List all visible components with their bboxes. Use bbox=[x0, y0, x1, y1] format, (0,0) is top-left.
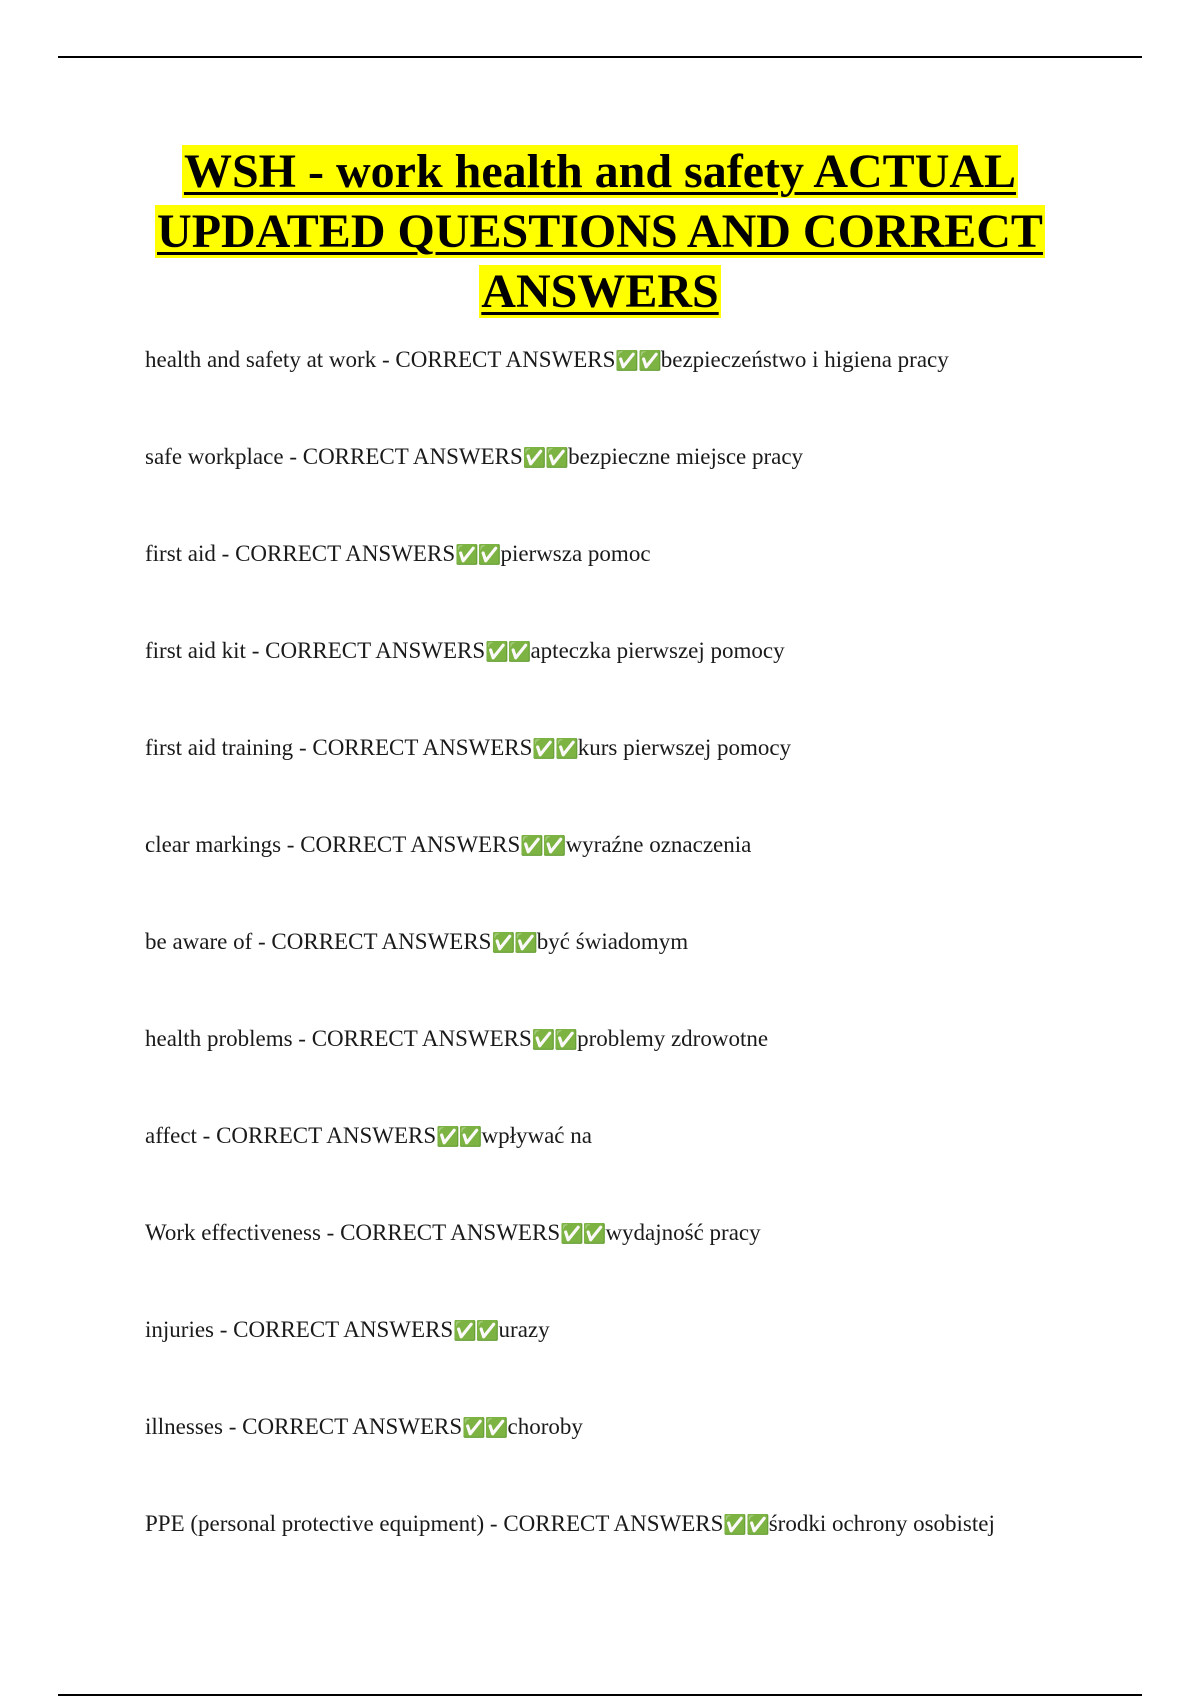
qa-term: affect bbox=[145, 1123, 197, 1148]
double-check-icon: ✅✅ bbox=[455, 544, 501, 566]
qa-separator: - CORRECT ANSWERS bbox=[281, 832, 521, 857]
qa-answer: wpływać na bbox=[481, 1123, 592, 1148]
double-check-icon: ✅✅ bbox=[453, 1320, 499, 1342]
qa-separator: - CORRECT ANSWERS bbox=[222, 1414, 463, 1439]
qa-item bbox=[145, 345, 1145, 442]
qa-separator: - CORRECT ANSWERS bbox=[376, 347, 616, 372]
qa-term: health and safety at work bbox=[145, 347, 377, 372]
qa-separator: - CORRECT ANSWERS bbox=[484, 1511, 724, 1536]
qa-answer: choroby bbox=[507, 1414, 583, 1439]
qa-item bbox=[145, 1412, 1145, 1509]
qa-separator: - CORRECT ANSWERS bbox=[215, 541, 456, 566]
qa-item bbox=[145, 636, 1145, 733]
qa-answer: wyraźne oznaczenia bbox=[565, 832, 752, 857]
qa-item bbox=[145, 539, 1145, 636]
double-check-icon: ✅✅ bbox=[520, 835, 566, 857]
qa-answer: problemy zdrowotne bbox=[577, 1026, 769, 1051]
qa-separator: - CORRECT ANSWERS bbox=[320, 1220, 561, 1245]
header-rule bbox=[58, 56, 1142, 58]
qa-answer: być świadomym bbox=[536, 929, 689, 954]
qa-separator: - CORRECT ANSWERS bbox=[283, 444, 523, 469]
double-check-icon: ✅✅ bbox=[522, 447, 569, 469]
qa-answer: apteczka pierwszej pomocy bbox=[530, 638, 785, 663]
qa-term: PPE (personal protective equipment) bbox=[145, 1511, 485, 1536]
qa-answer: pierwsza pomoc bbox=[500, 541, 651, 566]
qa-term: illnesses bbox=[145, 1414, 223, 1439]
qa-separator: - CORRECT ANSWERS bbox=[245, 638, 486, 663]
qa-answer: wydajność pracy bbox=[605, 1220, 761, 1245]
qa-term: first aid kit bbox=[145, 638, 246, 663]
qa-separator: - CORRECT ANSWERS bbox=[293, 735, 533, 760]
footer-rule bbox=[58, 1694, 1142, 1696]
qa-answer: bezpieczne miejsce pracy bbox=[568, 444, 804, 469]
qa-term: clear markings bbox=[145, 832, 282, 857]
double-check-icon: ✅✅ bbox=[485, 641, 531, 663]
title-line: ANSWERS bbox=[481, 265, 719, 318]
qa-item bbox=[145, 1509, 1145, 1606]
double-check-icon: ✅✅ bbox=[723, 1514, 769, 1536]
qa-term: injuries bbox=[145, 1317, 214, 1342]
double-check-icon: ✅✅ bbox=[560, 1223, 606, 1245]
qa-term: first aid bbox=[145, 541, 216, 566]
qa-term: Work effectiveness bbox=[145, 1220, 321, 1245]
qa-answer: urazy bbox=[498, 1317, 550, 1342]
title-line: WSH - work health and safety ACTUAL bbox=[183, 145, 1017, 198]
qa-separator: - CORRECT ANSWERS bbox=[252, 929, 492, 954]
qa-item bbox=[145, 1218, 1145, 1315]
double-check-icon: ✅✅ bbox=[491, 932, 537, 954]
qa-term: first aid training bbox=[145, 735, 294, 760]
double-check-icon: ✅✅ bbox=[436, 1126, 482, 1148]
double-check-icon: ✅✅ bbox=[462, 1417, 508, 1439]
qa-item bbox=[145, 733, 1145, 830]
qa-answer: bezpieczeństwo i higiena pracy bbox=[660, 347, 949, 372]
qa-item bbox=[145, 442, 1145, 539]
qa-term: be aware of bbox=[145, 929, 253, 954]
title-line: UPDATED QUESTIONS AND CORRECT bbox=[157, 205, 1043, 258]
document-title bbox=[100, 142, 1100, 322]
qa-item bbox=[145, 927, 1145, 1024]
qa-item bbox=[145, 1315, 1145, 1412]
qa-separator: - CORRECT ANSWERS bbox=[292, 1026, 532, 1051]
double-check-icon: ✅✅ bbox=[615, 350, 661, 372]
double-check-icon: ✅✅ bbox=[532, 738, 578, 760]
qa-item bbox=[145, 1024, 1145, 1121]
qa-term: safe workplace bbox=[145, 444, 284, 469]
qa-item bbox=[145, 830, 1145, 927]
qa-term: health problems bbox=[145, 1026, 293, 1051]
qa-separator: - CORRECT ANSWERS bbox=[196, 1123, 437, 1148]
qa-answer: kurs pierwszej pomocy bbox=[577, 735, 792, 760]
qa-separator: - CORRECT ANSWERS bbox=[214, 1317, 454, 1342]
qa-answer: środki ochrony osobistej bbox=[768, 1511, 995, 1536]
qa-item bbox=[145, 1121, 1145, 1218]
qa-list bbox=[145, 345, 1145, 1606]
double-check-icon: ✅✅ bbox=[531, 1029, 578, 1051]
